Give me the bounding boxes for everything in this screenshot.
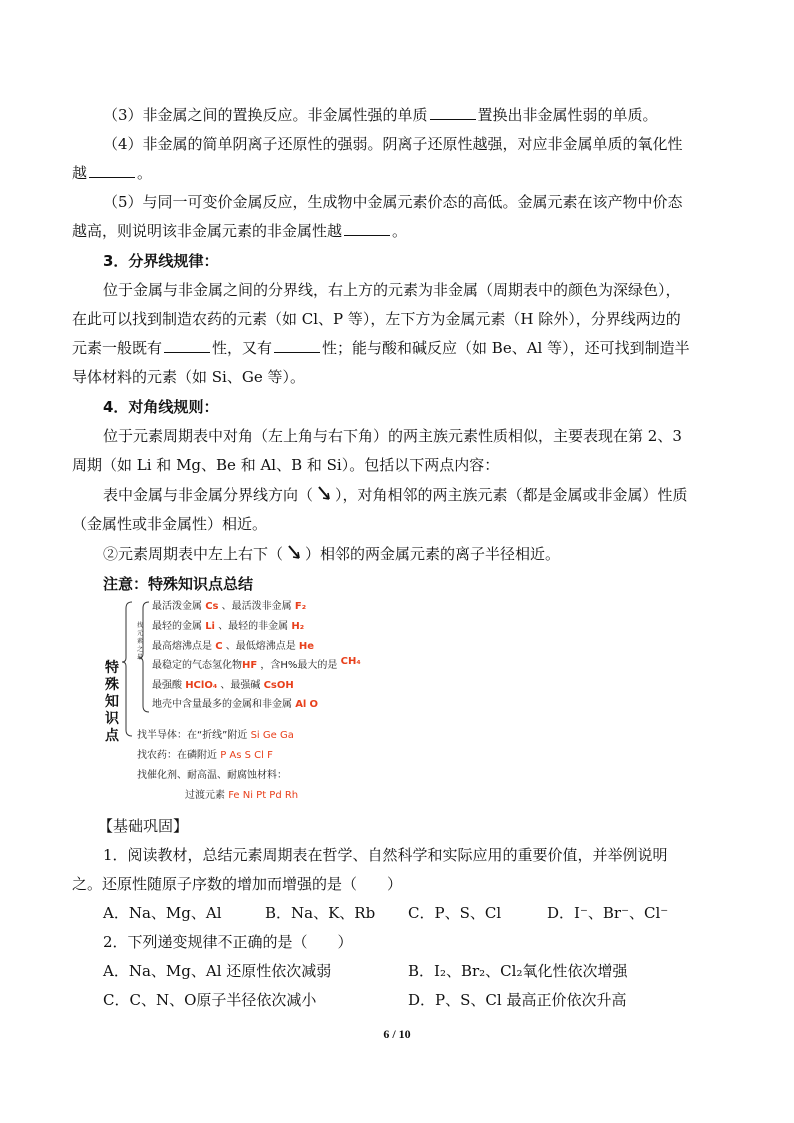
heading-boundary: 3．分界线规律： [103, 252, 219, 270]
diagonal-arrow-icon [313, 485, 335, 503]
label: 、最低熔沸点是 [225, 641, 296, 652]
char: 最 [136, 654, 143, 661]
para-diagonal-4: （金属性或非金属性）相近。 [72, 515, 268, 533]
q2-option-b: B．I₂、Br₂、Cl₂氧化性依次增强 [408, 962, 628, 980]
value: CH₄ [340, 656, 361, 667]
line-valence-2 [72, 217, 407, 246]
q1-option-d: D．I⁻、Br⁻、Cl⁻ [547, 904, 669, 922]
text: 越高，则说明该非金属元素的非金属性越 [72, 222, 343, 240]
root-label [104, 660, 120, 745]
label: 最活泼金属 [152, 601, 202, 612]
char: 素 [136, 638, 143, 645]
line-oxidation [72, 159, 152, 188]
label: 找半导体：在“折线”附近 [137, 730, 248, 741]
section-title: 【基础巩固】 [98, 817, 189, 835]
value: H₂ [291, 621, 305, 632]
value: Li [205, 621, 215, 632]
text: 元素一般既有 [72, 339, 163, 357]
values: Si Ge Ga [250, 730, 294, 741]
kp-row-4 [152, 656, 361, 673]
blank [89, 165, 135, 178]
text: 。 [392, 222, 408, 240]
values: Fe Ni Pt Pd Rh [228, 790, 299, 801]
value: HClO₄ [185, 680, 218, 691]
char: 元 [136, 630, 143, 637]
blank [274, 340, 320, 353]
q1-option-c: C．P、S、Cl [408, 904, 502, 922]
label: 、最强碱 [220, 680, 261, 691]
para-diagonal-2: 周期（如 Li 和 Mg、Be 和 Al、B 和 Si）。包括以下两点内容： [72, 456, 500, 474]
label: 过渡元素 [185, 790, 225, 801]
q1-line1: 1．阅读教材，总结元素周期表在哲学、自然科学和实际应用的重要价值，并举例说明 [103, 846, 668, 864]
char: 之 [136, 646, 143, 653]
char: 知 [105, 694, 119, 710]
q2-option-a: A．Na、Mg、Al 还原性依次减弱 [103, 962, 332, 980]
text: ），对角相邻的两主族元素（都是金属或非金属）性质 [335, 486, 688, 504]
values: P As S Cl F [220, 750, 273, 761]
label: 找农药：在磷附近 [137, 750, 217, 761]
para-boundary-3 [72, 334, 690, 363]
value: C [215, 641, 223, 652]
blank [344, 223, 390, 236]
char: 识 [105, 711, 119, 727]
value: O [309, 699, 319, 710]
value: Al [295, 699, 307, 710]
kp-row-3 [152, 640, 314, 654]
char: 点 [105, 728, 119, 744]
heading-diagonal: 4．对角线规则： [103, 398, 219, 416]
kp-row-5 [152, 679, 294, 693]
text: ）相邻的两金属元素的离子半径相近。 [305, 545, 561, 563]
q1-line2: 之。还原性随原子序数的增加而增强的是（ ） [72, 875, 403, 893]
label: 最强酸 [152, 680, 182, 691]
para-boundary-4: 导体材料的元素（如 Si、Ge 等）。 [72, 368, 305, 386]
value: HF [242, 660, 258, 671]
char: 殊 [105, 677, 119, 693]
char: 找 [136, 622, 143, 629]
kp-catalyst: 找催化剂、耐高温、耐腐蚀材料： [137, 770, 287, 781]
diagonal-arrow-icon [283, 544, 305, 562]
text: 表中金属与非金属分界线方向（ [103, 486, 314, 504]
text: ②元素周期表中左上右下（ [103, 545, 284, 563]
para-diagonal-1: 位于元素周期表中对角（左上角与右下角）的两主族元素性质相似，主要表现在第 2、3 [103, 427, 682, 445]
kp-row-2 [152, 620, 304, 634]
label: 、最轻的非金属 [218, 621, 289, 632]
value: He [298, 641, 315, 652]
q1-option-b: B．Na、K、Rb [265, 904, 376, 922]
para-boundary-1: 位于金属与非金属之间的分界线，右上方的元素为非金属（周期表中的颜色为深绿色）， [103, 281, 681, 299]
text: 置换出非金属性弱的单质。 [477, 106, 658, 124]
line-valence: （5）与同一可变价金属反应，生成物中金属元素价态的高低。金属元素在该产物中价态 [103, 193, 683, 211]
value: CsOH [263, 680, 294, 691]
label: 最轻的金属 [152, 621, 202, 632]
page-number: 6 / 10 [383, 1027, 411, 1041]
kp-pesticide [137, 749, 273, 763]
label: 最高熔沸点是 [152, 641, 212, 652]
kp-row-6 [152, 698, 318, 712]
label: 、最活泼非金属 [221, 601, 292, 612]
sub-label [135, 622, 145, 662]
note-heading: 注意：特殊知识点总结 [103, 575, 254, 593]
kp-row-1 [152, 600, 306, 614]
kp-transition [185, 789, 298, 803]
line-anion: （4）非金属的简单阴离子还原性的强弱。阴离子还原性越强，对应非金属单质的氧化性 [103, 135, 683, 153]
blank [164, 340, 210, 353]
para-diagonal-5 [103, 540, 560, 569]
para-boundary-2: 在此可以找到制造农药的元素（如 Cl、P 等），左下方为金属元素（H 除外），分界线两边的 [72, 310, 681, 328]
value: F₂ [294, 601, 307, 612]
q2-option-d: D．P、S、Cl 最高正价依次升高 [408, 991, 627, 1009]
label: 最稳定的气态氢化物 [152, 660, 242, 671]
text: 。 [137, 164, 153, 182]
text: 性，又有 [212, 339, 273, 357]
label: 地壳中含量最多的金属和非金属 [152, 699, 292, 710]
kp-semiconductor [137, 729, 294, 743]
label: ，含H%最大的是 [260, 660, 338, 671]
text: （3）非金属之间的置换反应。非金属性强的单质 [103, 106, 428, 124]
q1-option-a: A．Na、Mg、Al [103, 904, 222, 922]
char: 特 [105, 660, 119, 676]
para-diagonal-3 [103, 481, 688, 510]
value: Cs [205, 601, 219, 612]
line-replacement [103, 101, 658, 130]
q2-option-c: C．C、N、O原子半径依次减小 [103, 991, 317, 1009]
q2-stem: 2．下列递变规律不正确的是（ ） [103, 933, 353, 951]
blank [430, 107, 476, 120]
text: 性；能与酸和碱反应（如 Be、Al 等），还可找到制造半 [322, 339, 690, 357]
text: 越 [72, 164, 88, 182]
